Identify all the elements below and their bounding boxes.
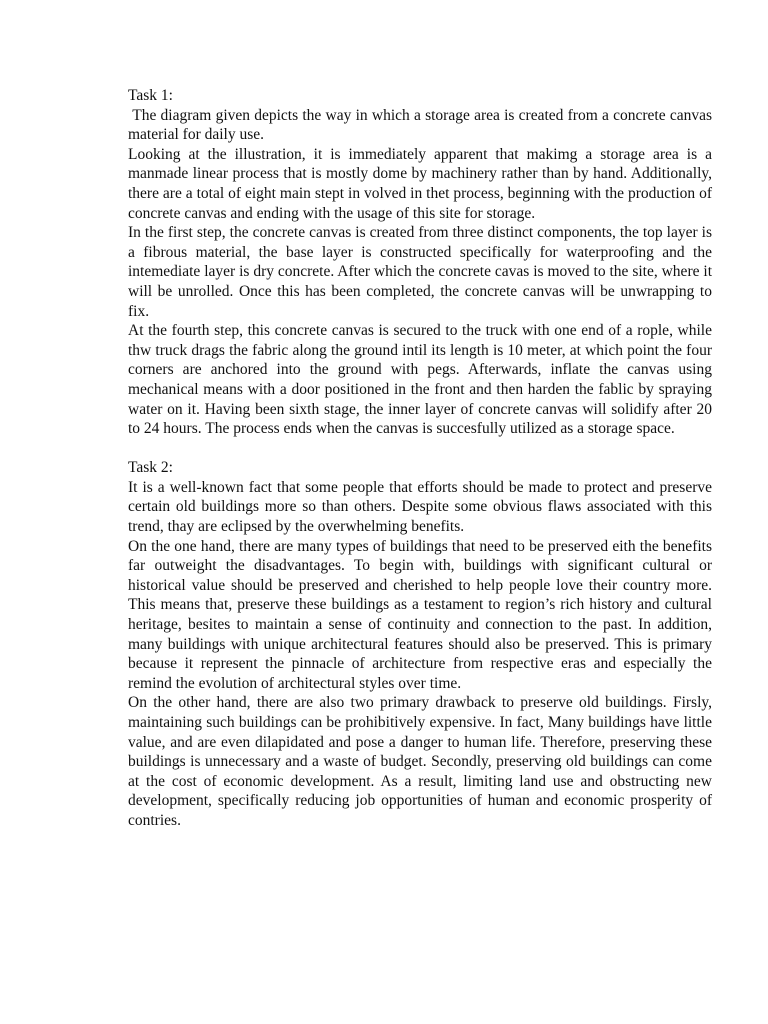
task1-paragraph-4: At the fourth step, this concrete canvas is secured to the truck with one end of a rople, while thw truck drags the fabric along the ground intil its length is 10 meter, at which point the four corners are anchored into the ground with pegs. Afterwards, inflate the canvas using mechanical means with a door positioned in the front and then harden the fablic by spraying water on it. Having been sixth stage, the inner layer of concrete canvas will solidify after 20 to 24 hours. The process ends when the canvas is succesfully utilized as a storage space. — [128, 322, 716, 438]
task2-heading: Task 2: — [128, 459, 173, 477]
task1-paragraph-3: In the first step, the concrete canvas is created from three distinct components, the top layer is a fibrous material, the base layer is constructed specifically for waterproofing and the intemediate layer is dry concrete. After which the concrete cavas is moved to the site, where it will be unrolled. Once this has been completed, the concrete canvas will be unwrapping to fix. — [128, 224, 716, 320]
task1-heading: Task 1: — [128, 87, 173, 104]
task2-paragraph-2: On the one hand, there are many types of buildings that need to be preserved eith the benefits far outweight the disadvantages. To begin with, buildings with significant cultural or historical value should be preserved and cherished to help people love their country more. This means that, preserve these buildings as a testament to region’s rich history and cultural heritage, besites to maintain a sense of continuity and connection to the past. In addition, many buildings with unique architectural features should also be preserved. This is primary because it represent the pinnacle of architecture from respective eras and especially the remind the evolution of architectural styles over time. — [128, 537, 716, 692]
task1-paragraph-2: Looking at the illustration, it is immediately apparent that makimg a storage area is a manmade linear process that is mostly dome by machinery rather than by hand. Additionally, there are a total of eight main stept in volved in thet process, beginning with the production of concrete canvas and ending with the usage of this site for storage. — [128, 145, 716, 222]
task2-paragraph-1: It is a well-known fact that some people that efforts should be made to protect and preserve certain old buildings more so than others. Despite some obvious flaws associated with this trend, thay are eclipsed by the overwhelming benefits. — [128, 478, 716, 536]
task2-paragraph-3: On the other hand, there are also two primary drawback to preserve old buildings. Firsly, maintaining such buildings can be prohibitively expensive. In fact, Many buildings have little value, and are even dilapidated and pose a danger to human life. Therefore, preserving these buildings is unnecessary and a waste of budget. Secondly, preserving old buildings can come at the cost of economic development. As a result, limiting land use and obstructing new development, specifically reducing job opportunities of human and economic prosperity of contries. — [128, 694, 720, 829]
document-page — [128, 86, 720, 831]
section-spacer — [128, 439, 712, 459]
task1-paragraph-1: The diagram given depicts the way in which a storage area is created from a concrete canvas material for daily use. — [128, 106, 716, 144]
